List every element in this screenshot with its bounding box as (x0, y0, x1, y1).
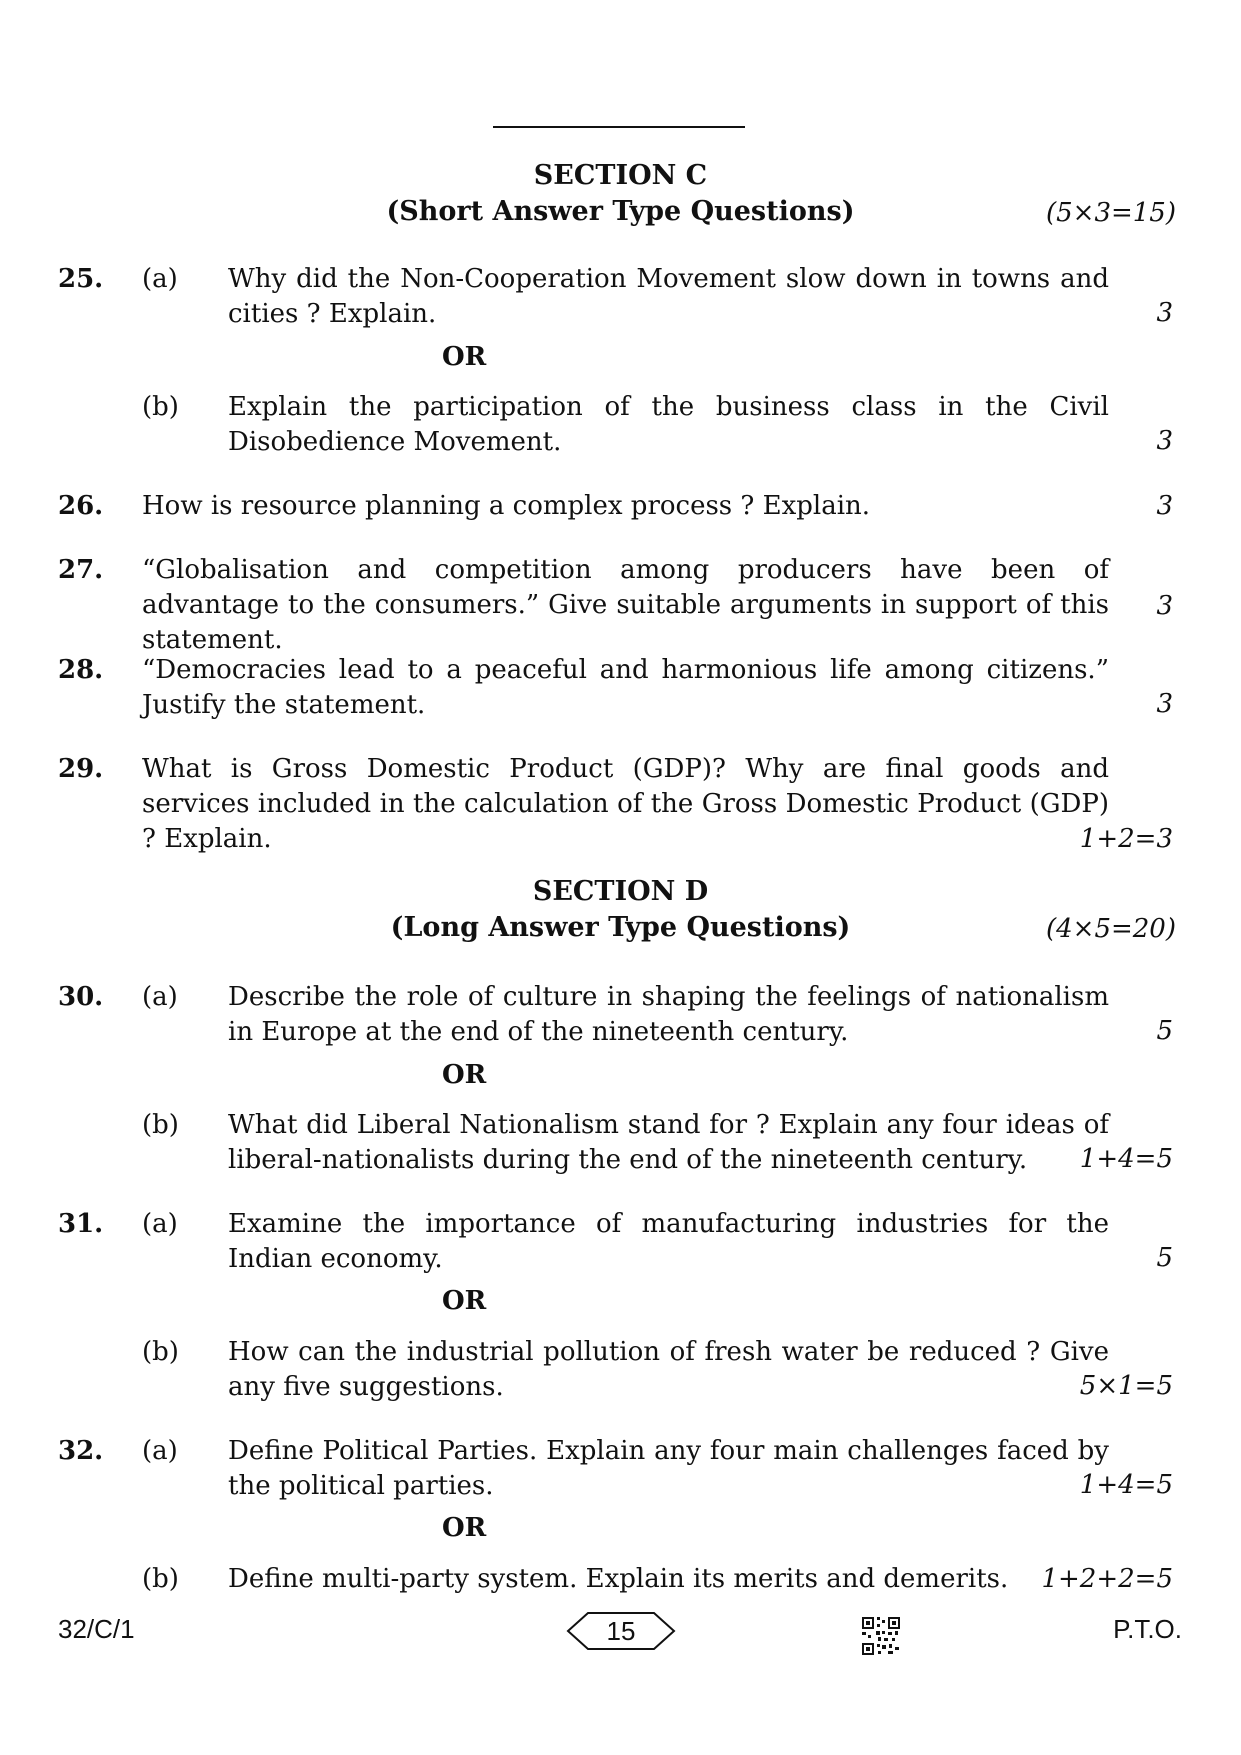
section-c-title: SECTION C (533, 160, 708, 191)
question-marks: 1+4=5 (1079, 1144, 1173, 1174)
question-number: 25. (58, 264, 104, 294)
question-marks: 3 (1156, 491, 1173, 521)
qr-code-icon (862, 1617, 900, 1655)
question-number: 26. (58, 491, 104, 521)
question-text: Describe the role of culture in shaping the feelings of nationalism in Europe at the end of the nineteenth century. (228, 982, 1109, 1047)
section-d-marks: (4×5=20) (1045, 914, 1176, 944)
section-c-subtitle: (Short Answer Type Questions) (386, 196, 855, 227)
question-marks: 5 (1156, 1016, 1173, 1046)
question-marks: 1+2=3 (1079, 824, 1173, 854)
or-label: OR (442, 1513, 487, 1543)
question-part-label: (b) (142, 1110, 179, 1140)
question-number: 28. (58, 655, 104, 685)
question-text: How is resource planning a complex process ? Explain. (142, 491, 871, 521)
or-label: OR (442, 1060, 487, 1090)
question-text: Examine the importance of manufacturing industries for the Indian economy. (228, 1209, 1109, 1274)
section-d-subtitle: (Long Answer Type Questions) (390, 912, 851, 943)
question-part-label: (b) (142, 1564, 179, 1594)
question-marks: 1+4=5 (1079, 1470, 1173, 1500)
question-part-label: (a) (142, 982, 178, 1012)
page-number-badge (566, 1610, 676, 1652)
question-text: What is Gross Domestic Product (GDP)? Why are final goods and services included in the calculation of the Gross Domestic Product (GDP) ? Explain. (142, 754, 1109, 854)
question-text: Why did the Non-Cooperation Movement slow down in towns and cities ? Explain. (228, 264, 1109, 329)
question-marks: 3 (1156, 298, 1173, 328)
question-text: “Globalisation and competition among producers have been of advantage to the consumers.” Give suitable arguments in support of this statement. (142, 555, 1109, 655)
question-marks: 5 (1156, 1243, 1173, 1273)
question-part-label: (b) (142, 392, 179, 422)
question-text: How can the industrial pollution of fresh water be reduced ? Give any five suggestions. (228, 1337, 1109, 1402)
question-part-label: (a) (142, 1436, 178, 1466)
question-number: 30. (58, 982, 104, 1012)
or-label: OR (442, 1286, 487, 1316)
section-d-title: SECTION D (532, 876, 709, 907)
question-text: “Democracies lead to a peaceful and harmonious life among citizens.” Justify the statement. (142, 655, 1109, 720)
or-label: OR (442, 342, 487, 372)
question-number: 31. (58, 1209, 104, 1239)
question-number: 32. (58, 1436, 104, 1466)
section-c-marks: (5×3=15) (1045, 198, 1176, 228)
question-text: Define Political Parties. Explain any four main challenges faced by the political parties. (228, 1436, 1109, 1501)
question-marks: 3 (1156, 591, 1173, 621)
question-text: Define multi-party system. Explain its merits and demerits. (228, 1564, 1009, 1594)
question-text: What did Liberal Nationalism stand for ? Explain any four ideas of liberal-nationalists during the end of the nineteenth century. (228, 1110, 1109, 1175)
question-marks: 3 (1156, 689, 1173, 719)
question-part-label: (a) (142, 264, 178, 294)
page-number: 15 (606, 1616, 636, 1646)
question-marks: 3 (1156, 426, 1173, 456)
question-number: 29. (58, 754, 104, 784)
paper-code: 32/C/1 (58, 1614, 135, 1644)
please-turn-over: P.T.O. (1113, 1614, 1182, 1644)
question-part-label: (a) (142, 1209, 178, 1239)
top-divider (493, 126, 745, 128)
question-part-label: (b) (142, 1337, 179, 1367)
question-text: Explain the participation of the business class in the Civil Disobedience Movement. (228, 392, 1109, 457)
question-marks: 5×1=5 (1079, 1371, 1173, 1401)
question-marks: 1+2+2=5 (1041, 1564, 1173, 1594)
question-number: 27. (58, 555, 104, 585)
